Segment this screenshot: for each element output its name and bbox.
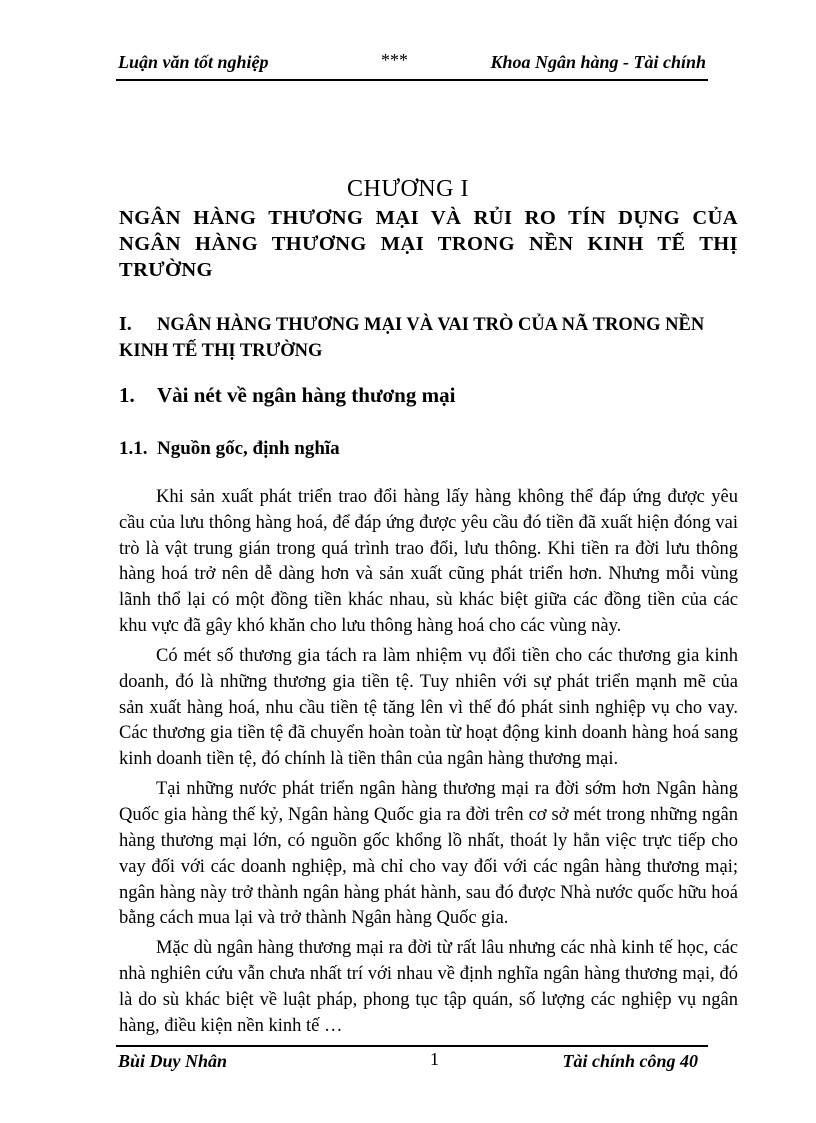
subsubsection-heading xyxy=(119,438,340,460)
section-heading xyxy=(119,311,738,364)
chapter-subtitle: NGÂN HÀNG THƯƠNG MẠI VÀ RỦI RO TÍN DỤNG CỦA NGÂN HÀNG THƯƠNG MẠI TRONG NỀN KINH TẾ THỊ TRƯỜNG xyxy=(119,207,738,281)
subsubsection-number: 1.1. xyxy=(119,438,148,459)
subsection-title-text: Vài nét về ngân hàng thương mại xyxy=(157,383,456,407)
header-faculty-label: Khoa Ngân hàng - Tài chính xyxy=(490,52,706,72)
paragraph: Tại những nước phát triển ngân hàng thương mại ra đời sớm hơn Ngân hàng Quốc gia hàng thế kỷ, Ngân hàng Quốc gia ra đời trên cơ sở mét trong những ngân hàng thương mại lớn, có nguồn gốc khổng lồ nhất, thoát ly hẳn việc trực tiếp cho vay đối với các doanh nghiệp, mà chỉ cho vay đối với các ngân hàng thương mại; ngân hàng này trở thành ngân hàng phát hành, sau đó được Nhà nước quốc hữu hoá bằng cách mua lại và trở thành Ngân hàng Quốc gia. xyxy=(119,779,738,929)
footer-divider xyxy=(116,1045,708,1047)
section-title-text: NGÂN HÀNG THƯƠNG MẠI VÀ VAI TRÒ CỦA NÃ TRONG NỀN KINH TẾ THỊ TRƯỜNG xyxy=(119,315,705,361)
chapter-title: CHƯƠNG I xyxy=(347,176,469,202)
subsubsection-title-text: Nguồn gốc, định nghĩa xyxy=(157,438,340,459)
paragraph: Mặc dù ngân hàng thương mại ra đời từ rất lâu nhưng các nhà kinh tế học, các nhà nghiên cứu vẫn chưa nhất trí với nhau về định nghĩa ngân hàng thương mại, đó là do sù khác biệt về luật pháp, phong tục tập quán, số lượng các nghiệp vụ ngân hàng, điều kiện nền kinh tế … xyxy=(119,938,738,1036)
footer-author: Bùi Duy Nhân xyxy=(118,1051,228,1071)
body-text xyxy=(119,485,738,1044)
section-number: I. xyxy=(119,313,132,335)
page-header xyxy=(118,50,706,78)
page-footer xyxy=(118,1049,698,1077)
subsection-number: 1. xyxy=(119,383,135,407)
page-number: 1 xyxy=(430,1049,439,1069)
subsection-heading xyxy=(119,383,455,408)
header-separator: *** xyxy=(381,50,408,70)
header-divider xyxy=(116,79,708,81)
paragraph: Có mét số thương gia tách ra làm nhiệm vụ đổi tiền cho các thương gia kinh doanh, đó là những thương gia tiền tệ. Tuy nhiên với sự phát triển mạnh mẽ của sản xuất hàng hoá, nhu cầu tiền tệ tăng lên vì thế đó phát sinh nghiệp vụ cho vay. Các thương gia tiền tệ đã chuyển hoàn toàn từ hoạt động kinh doanh hàng hoá sang kinh doanh tiền tệ, đó chính là tiền thân của ngân hàng thương mại. xyxy=(119,646,738,770)
footer-class: Tài chính công 40 xyxy=(562,1051,698,1071)
paragraph: Khi sản xuất phát triển trao đổi hàng lấy hàng không thể đáp ứng được yêu cầu của lưu thông hàng hoá, để đáp ứng được yêu cầu đó tiền đã xuất hiện đóng vai trò là vật trung gián trong quá trình trao đổi, lưu thông. Khi tiền ra đời lưu thông hàng hoá trở nên dễ dàng hơn và sản xuất cũng phát triển hơn. Nhưng mỗi vùng lãnh thổ lại có một đồng tiền khác nhau, sù khác biệt giữa các đồng tiền của các khu vực đã gây khó khăn cho lưu thông hàng hoá cho các vùng này. xyxy=(119,487,738,636)
header-thesis-label: Luận văn tốt nghiệp xyxy=(118,52,269,72)
